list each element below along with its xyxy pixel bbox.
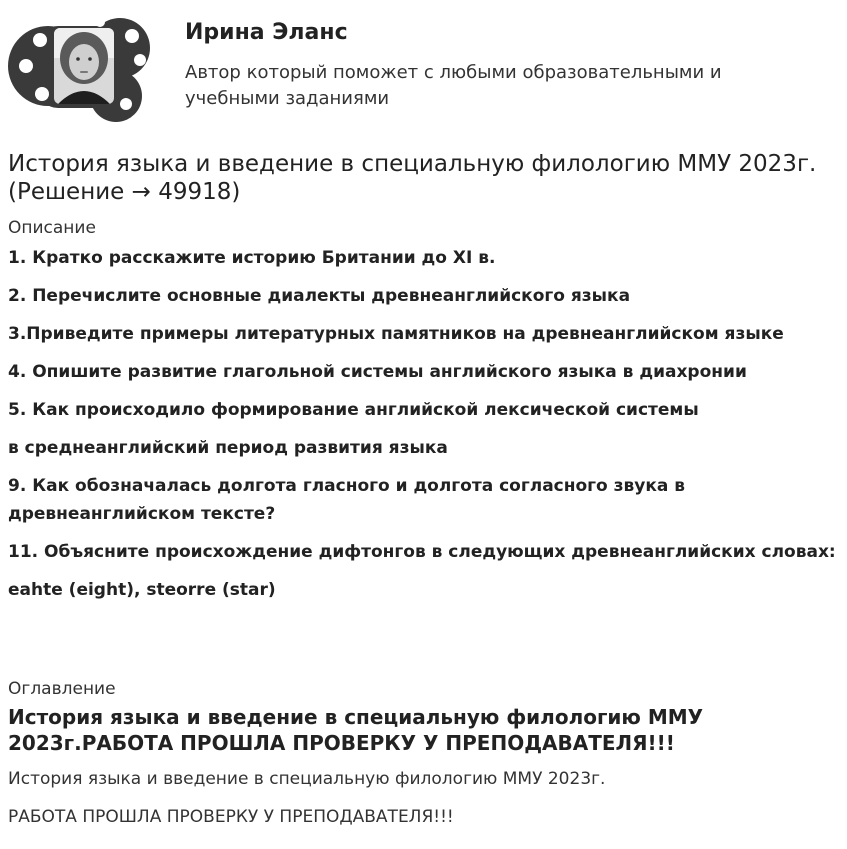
list-item: 2. Перечислите основные диалекты древнеанглийского языка <box>8 286 631 306</box>
list-item: 1. Кратко расскажите историю Британии до XI в. <box>8 248 496 268</box>
list-item: в среднеанглийский период развития языка <box>8 438 448 458</box>
description-list <box>8 244 838 614</box>
list-item: 3.Приведите примеры литературных памятников на древнеанглийском языке <box>8 324 784 344</box>
avatar[interactable] <box>8 8 158 126</box>
toc-line: История языка и введение в специальную филологию ММУ 2023г. <box>8 769 606 789</box>
list-item: 11. Объясните происхождение дифтонгов в следующих древнеанглийских словах: <box>8 542 836 562</box>
list-item: 9. Как обозначалась долгота гласного и долгота согласного звука в древнеанглийском тексте? <box>8 476 686 524</box>
toc-line: РАБОТА ПРОШЛА ПРОВЕРКУ У ПРЕПОДАВАТЕЛЯ!!! <box>8 807 454 827</box>
author-name[interactable]: Ирина Эланс <box>185 20 348 45</box>
description-label: Описание <box>8 218 96 238</box>
author-description: Автор который поможет с любыми образовательными и учебными заданиями <box>185 62 722 109</box>
page-title: История языка и введение в специальную филологию ММУ 2023г. (Решение → 49918) <box>8 151 817 205</box>
list-item: 5. Как происходило формирование английской лексической системы <box>8 400 699 420</box>
toc-label: Оглавление <box>8 679 116 699</box>
author-card <box>8 8 838 126</box>
film-reel-avatar-icon <box>8 8 158 126</box>
toc-heading: История языка и введение в специальную филологию ММУ 2023г.РАБОТА ПРОШЛА ПРОВЕРКУ У ПРЕПОДАВАТЕЛЯ!!! <box>8 705 704 755</box>
list-item: 4. Опишите развитие глагольной системы английского языка в диахронии <box>8 362 747 382</box>
list-item: eahte (eight), steorre (star) <box>8 580 276 600</box>
